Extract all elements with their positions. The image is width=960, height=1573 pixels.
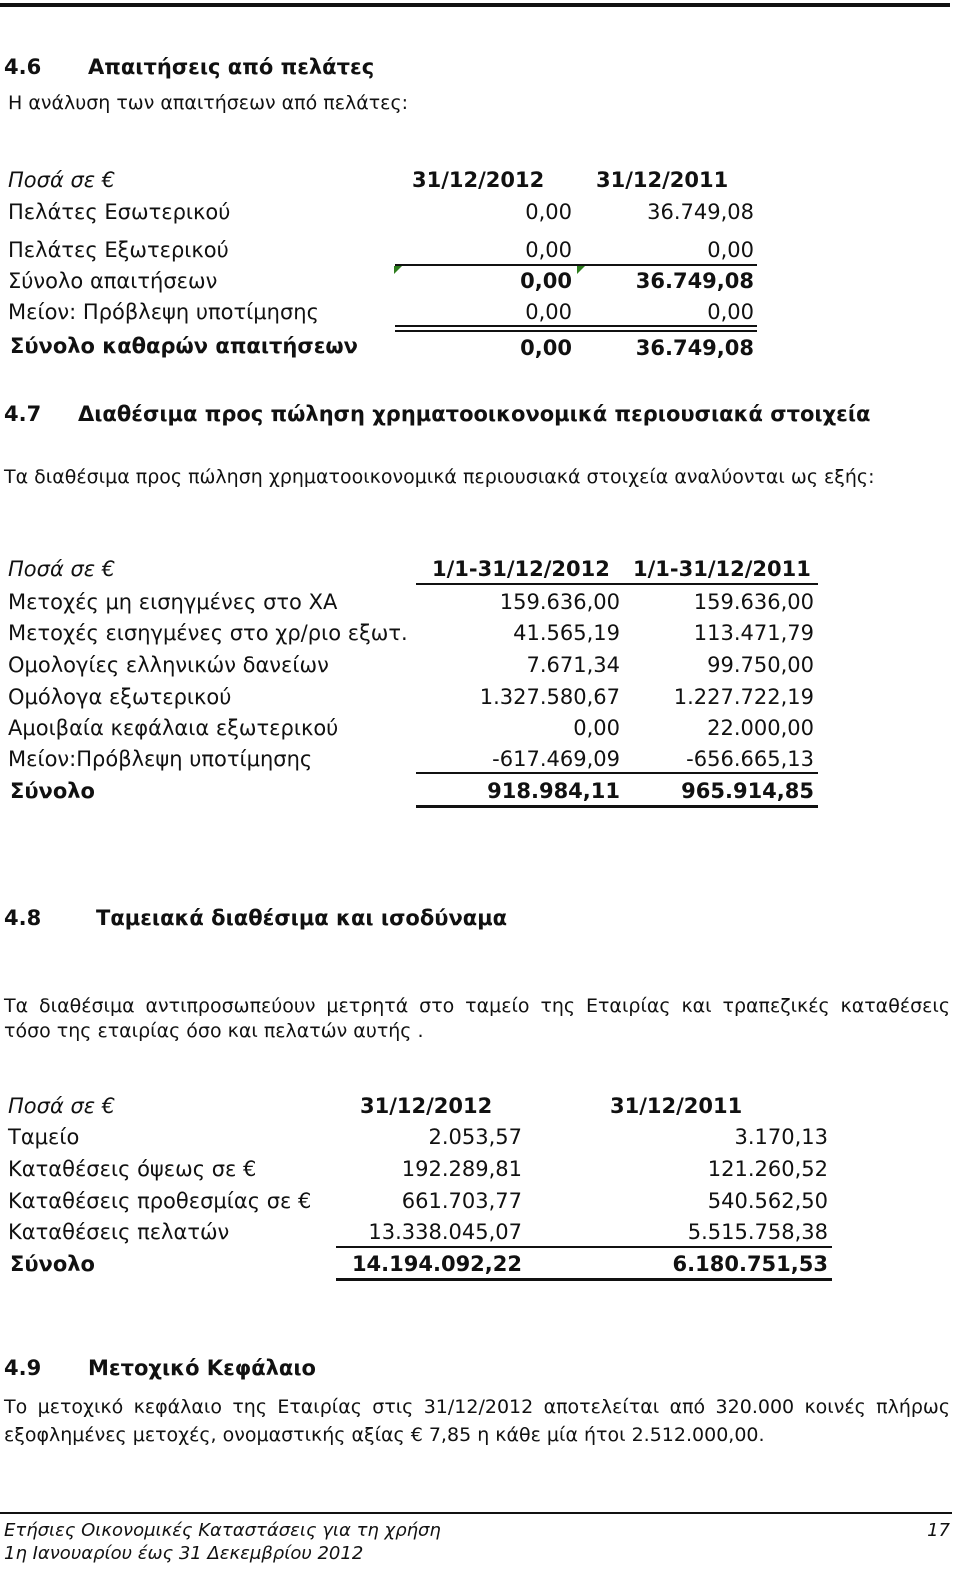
subtotal-rule <box>395 264 757 266</box>
table-4-6-col2: 31/12/2011 <box>596 168 729 192</box>
table-row-value-2011: 6.180.751,53 <box>672 1252 828 1276</box>
table-row-label: Ομόλογα εξωτερικού <box>8 685 232 709</box>
table-row-value-2011: 113.471,79 <box>693 621 814 645</box>
table-row-value-2011: 1.227.722,19 <box>673 685 814 709</box>
table-row-label: Μείον: Πρόβλεψη υποτίμησης <box>8 300 319 324</box>
section-4-6-title: Απαιτήσεις από πελάτες <box>88 55 375 79</box>
section-4-8-number: 4.8 <box>4 906 42 930</box>
section-4-7-intro: Τα διαθέσιμα προς πώληση χρηματοοικονομικά περιουσιακά στοιχεία αναλύονται ως εξής: <box>4 466 875 488</box>
page-number: 17 <box>927 1520 950 1541</box>
table-row-value-2012: 0,00 <box>520 269 572 293</box>
table-row-label: Σύνολο καθαρών απαιτήσεων <box>10 334 358 358</box>
table-row-value-2011: 3.170,13 <box>734 1125 828 1149</box>
table-4-6-header-label: Ποσά σε € <box>8 168 116 192</box>
table-4-7-col1: 1/1-31/12/2012 <box>432 557 610 581</box>
table-4-8-header-label: Ποσά σε € <box>8 1094 116 1118</box>
table-row-label: Μετοχές μη εισηγμένες στο ΧΑ <box>8 590 338 614</box>
table-row-value-2012: 7.671,34 <box>526 653 620 677</box>
table-row-label: Μείον:Πρόβλεψη υποτίμησης <box>8 747 313 771</box>
table-row-value-2012: 41.565,19 <box>513 621 620 645</box>
table-row-label: Σύνολο <box>10 779 95 803</box>
table-row-value-2011: 121.260,52 <box>707 1157 828 1181</box>
section-4-9-title: Μετοχικό Κεφάλαιο <box>88 1356 316 1380</box>
table-row-label: Σύνολο απαιτήσεων <box>8 269 218 293</box>
table-4-8-col1: 31/12/2012 <box>360 1094 493 1118</box>
table-row-label: Πελάτες Εσωτερικού <box>8 200 231 224</box>
table-row-value-2012: 0,00 <box>525 300 572 324</box>
table-4-8-col2: 31/12/2011 <box>610 1094 743 1118</box>
table-row-value-2012: 0,00 <box>525 200 572 224</box>
header-rule <box>416 583 818 585</box>
table-row-value-2011: -656.665,13 <box>686 747 814 771</box>
table-row-label: Μετοχές εισηγμένες στο χρ/ριο εξωτ. <box>8 621 408 645</box>
section-4-6-intro: Η ανάλυση των απαιτήσεων από πελάτες: <box>8 92 408 114</box>
table-row-value-2011: 159.636,00 <box>693 590 814 614</box>
table-row-value-2012: 192.289,81 <box>401 1157 522 1181</box>
table-4-7-header-label: Ποσά σε € <box>8 557 116 581</box>
table-row-label: Πελάτες Εξωτερικού <box>8 238 229 262</box>
table-row-label: Ταμείο <box>8 1125 80 1149</box>
table-row-value-2011: 99.750,00 <box>707 653 814 677</box>
table-row-label: Καταθέσεις προθεσμίας σε € <box>8 1189 312 1213</box>
table-4-6-col1: 31/12/2012 <box>412 168 545 192</box>
section-4-7-title: Διαθέσιμα προς πώληση χρηματοοικονομικά περιουσιακά στοιχεία <box>78 402 871 426</box>
table-row-value-2012: 0,00 <box>573 716 620 740</box>
table-row-value-2012: 918.984,11 <box>487 779 620 803</box>
table-row-value-2012: 2.053,57 <box>428 1125 522 1149</box>
table-row-value-2011: 22.000,00 <box>707 716 814 740</box>
table-row-label: Σύνολο <box>10 1252 95 1276</box>
double-rule-bottom <box>395 330 757 332</box>
table-row-value-2011: 36.749,08 <box>635 269 754 293</box>
table-row-value-2011: 0,00 <box>707 238 754 262</box>
table-row-value-2011: 0,00 <box>707 300 754 324</box>
total-rule <box>336 1278 832 1281</box>
table-row-value-2012: 14.194.092,22 <box>351 1252 522 1276</box>
table-row-value-2011: 540.562,50 <box>707 1189 828 1213</box>
double-rule-top <box>395 325 757 327</box>
subtotal-rule <box>336 1246 832 1248</box>
section-4-6-number: 4.6 <box>4 55 42 79</box>
table-row-value-2012: -617.469,09 <box>492 747 620 771</box>
footer-rule <box>0 1512 952 1514</box>
section-4-8-intro: Τα διαθέσιμα αντιπροσωπεύουν μετρητά στο ταμείο της Εταιρίας και τραπεζικές καταθέσεις τόσο της εταιρίας όσο και πελατών αυτής . <box>4 995 950 1042</box>
section-4-9-text: Το μετοχικό κεφάλαιο της Εταιρίας στις 31/12/2012 αποτελείται από 320.000 κοινές πλήρως εξοφλημένες μετοχές, ονομαστικής αξίας € 7,85 η κάθε μία ήτοι 2.512.000,00. <box>4 1396 950 1446</box>
footer-line-1: Ετήσιες Οικονομικές Καταστάσεις για τη χρήση <box>4 1520 441 1541</box>
table-row-value-2011: 5.515.758,38 <box>687 1220 828 1244</box>
table-row-value-2012: 0,00 <box>525 238 572 262</box>
table-row-value-2012: 1.327.580,67 <box>479 685 620 709</box>
table-row-value-2012: 159.636,00 <box>499 590 620 614</box>
table-row-label: Καταθέσεις όψεως σε € <box>8 1157 257 1181</box>
table-row-label: Ομολογίες ελληνικών δανείων <box>8 653 329 677</box>
table-row-value-2011: 36.749,08 <box>635 336 754 360</box>
section-4-8-title: Ταμειακά διαθέσιμα και ισοδύναμα <box>96 906 508 930</box>
top-rule <box>0 3 950 7</box>
footer-line-2: 1η Ιανουαρίου έως 31 Δεκεμβρίου 2012 <box>4 1543 364 1564</box>
section-4-9-number: 4.9 <box>4 1356 42 1380</box>
table-row-label: Καταθέσεις πελατών <box>8 1220 230 1244</box>
table-row-label: Αμοιβαία κεφάλαια εξωτερικού <box>8 716 339 740</box>
table-4-7-col2: 1/1-31/12/2011 <box>633 557 811 581</box>
table-row-value-2011: 36.749,08 <box>647 200 754 224</box>
subtotal-rule <box>416 772 818 774</box>
table-row-value-2012: 0,00 <box>520 336 572 360</box>
table-row-value-2011: 965.914,85 <box>681 779 814 803</box>
section-4-7-number: 4.7 <box>4 402 42 426</box>
table-row-value-2012: 661.703,77 <box>401 1189 522 1213</box>
total-rule <box>416 805 818 808</box>
table-row-value-2012: 13.338.045,07 <box>368 1220 522 1244</box>
